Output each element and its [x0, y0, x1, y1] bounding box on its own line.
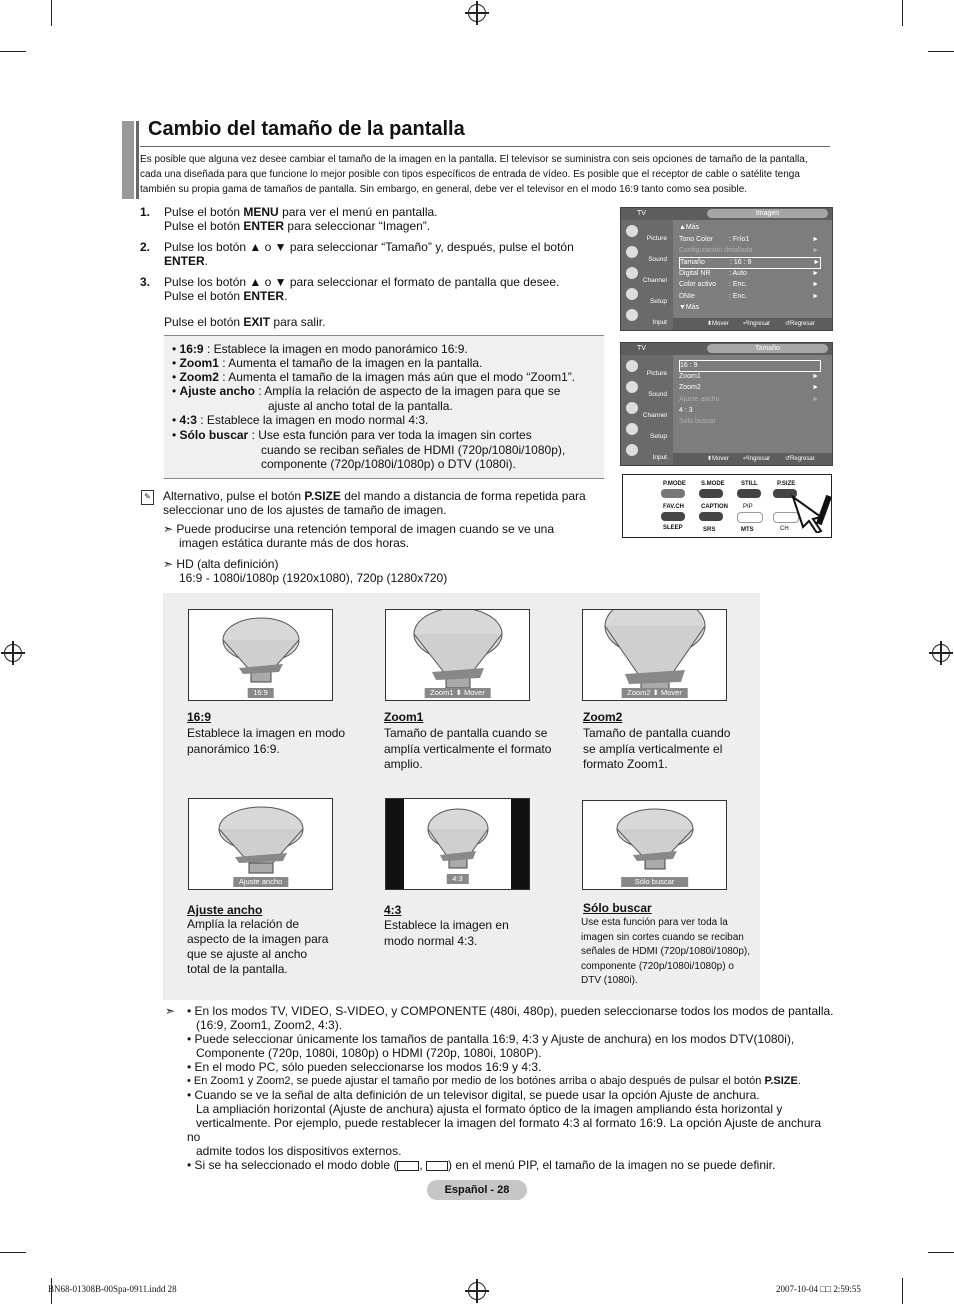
smode-button: [699, 489, 723, 498]
row-value: : Enc.: [729, 293, 747, 300]
row-label: 16 : 9: [680, 362, 698, 369]
setup-icon: [626, 423, 638, 435]
row-label: Ajuste ancho: [679, 396, 720, 403]
option-key: Ajuste ancho: [179, 384, 255, 398]
menu-row: [679, 235, 819, 245]
option-text: componente (720p/1080i/1080p) o DTV (1080i).: [261, 457, 516, 471]
note-line: • En los modos TV, VIDEO, S-VIDEO, y COMPONENTE (480i, 480p), pueden seleccionarse todos los modos de pantalla.: [187, 1004, 834, 1018]
option-text: : Establece la imagen en modo normal 4:3.: [196, 413, 429, 427]
row-arrow-icon: ►: [812, 247, 819, 254]
note-line: • En Zoom1 y Zoom2, se puede ajustar el tamaño por medio de los botónes arriba o abajo después de pulsar el botón: [187, 1075, 765, 1087]
caption-line: señales de HDMI (720p/1080i/1080p),: [581, 946, 750, 957]
hint-label: Ingresar: [748, 456, 771, 462]
row-arrow-icon: ►: [812, 384, 819, 391]
step-text: .: [204, 254, 209, 268]
option-text: : Amplía la relación de aspecto de la imagen para que se: [254, 384, 561, 398]
row-label: Color activo: [679, 281, 716, 288]
crop-mark: [902, 1278, 903, 1304]
caption-heading: 16:9: [187, 710, 212, 724]
menu-footer: [673, 453, 832, 465]
input-icon: [626, 444, 638, 456]
frame-solo-buscar: [582, 800, 727, 890]
step-text: para salir.: [270, 315, 326, 329]
side-label: Picture: [646, 235, 667, 242]
remote-label: STILL: [741, 481, 758, 487]
row-label: Configuración detallada: [679, 247, 753, 254]
menu-tv-label: TV: [637, 345, 646, 352]
registration-mark-icon: [468, 1282, 486, 1300]
remote-label: MTS: [741, 527, 754, 533]
caption-line: se amplía verticalmente el: [583, 741, 723, 756]
step-key: EXIT: [243, 315, 271, 329]
menu-row: [679, 406, 819, 416]
note-line: • Puede seleccionar únicamente los tamaños de pantalla 16:9, 4:3 y Ajuste de anchura) en los modos DTV(1080i),: [187, 1032, 795, 1046]
frame-label: Ajuste ancho: [233, 877, 288, 887]
caption-heading: Zoom1: [384, 710, 424, 724]
setup-icon: [626, 288, 638, 300]
row-arrow-icon: ►: [812, 373, 819, 380]
note-text: imagen estática durante más de dos horas.: [179, 536, 410, 550]
option-text: : Use esta función para ver toda la imagen sin cortes: [248, 428, 532, 442]
menu-row: [679, 303, 819, 313]
hint-label: Mover: [712, 456, 729, 462]
caption-line: amplía verticalmente el formato: [384, 741, 552, 756]
frame-4-3: [385, 798, 530, 890]
remote-control-detail: [622, 474, 832, 538]
row-value: : 16 : 9: [730, 259, 752, 266]
enter-hint: ⏎ Ingresar: [743, 318, 748, 330]
page-title: Cambio del tamaño de la pantalla: [148, 118, 465, 140]
pip-double-icon: [426, 1161, 448, 1171]
balloon-image-icon: [386, 610, 529, 700]
row-value: : Frío1: [729, 236, 750, 243]
hint-label: Regresar: [790, 456, 815, 462]
step-text: para seleccionar “Imagen”.: [284, 219, 431, 233]
row-arrow-icon: ►: [812, 396, 819, 403]
note-line: • Si se ha seleccionado el modo doble (: [187, 1158, 398, 1172]
caption-text: [583, 726, 730, 773]
side-label: Channel: [642, 277, 667, 284]
crop-mark: [0, 51, 26, 52]
arrow-icon: ➣: [163, 522, 174, 536]
side-sound: [623, 379, 669, 399]
tv-menu-imagen: [620, 207, 833, 331]
side-label: Setup: [650, 433, 667, 440]
note-key: P.SIZE: [764, 1075, 798, 1087]
note-text: Alternativo, pulse el botón: [163, 489, 305, 503]
menu-row: [679, 395, 819, 405]
caption-line: Establece la imagen en: [384, 918, 509, 932]
frame-zoom2: [582, 609, 727, 701]
option-key: Zoom2: [179, 370, 219, 384]
remote-label: SLEEP: [663, 525, 683, 531]
sound-icon: [626, 381, 638, 393]
menu-sidebar: [621, 355, 673, 465]
row-value: : Enc.: [729, 281, 747, 288]
step-key: ENTER: [243, 289, 285, 303]
note-line: Componente (720p, 1080i, 1080p) o HDMI (720p, 1080i, 1080P).: [196, 1046, 542, 1060]
row-label: Tamaño: [680, 259, 705, 266]
step-key: ENTER: [243, 219, 285, 233]
note-text: Puede producirse una retención temporal de imagen cuando se ve una: [176, 522, 554, 536]
registration-mark-icon: [4, 644, 22, 662]
pip-button: [737, 512, 763, 523]
caption-line: que se ajuste al ancho: [187, 947, 308, 961]
menu-row: [679, 292, 819, 302]
caption-line: Tamaño de pantalla cuando: [583, 726, 731, 740]
note-line: (16:9, Zoom1, Zoom2, 4:3).: [196, 1018, 343, 1032]
caption-line: modo normal 4:3.: [384, 933, 478, 948]
side-label: Sound: [648, 256, 667, 263]
note-text: HD (alta definición): [176, 557, 279, 571]
caption-text: [384, 918, 509, 949]
menu-header: [621, 208, 832, 220]
row-label: Zoom2: [679, 384, 701, 391]
note-line: admite todos los dispositivos externos.: [196, 1144, 402, 1158]
row-label: 4 : 3: [679, 407, 693, 414]
note-line: • Cuando se ve la señal de alta definición de un televisor digital, se puede usar la opción Ajuste de anchura.: [187, 1088, 760, 1102]
option-key: 16:9: [179, 342, 204, 356]
remote-label: PIP: [743, 504, 753, 510]
crop-mark: [51, 0, 52, 26]
frame-zoom1: [385, 609, 530, 701]
note-text: seleccionar uno de los ajustes de tamaño de imagen.: [163, 503, 447, 517]
row-arrow-icon: ►: [812, 270, 819, 277]
caption-line: DTV (1080i).: [581, 975, 638, 986]
step-text: Pulse el botón: [164, 219, 244, 233]
picture-icon: [626, 225, 638, 237]
caption-line: amplio.: [384, 757, 423, 771]
registration-mark-icon: [932, 644, 950, 662]
side-label: Setup: [650, 298, 667, 305]
hint-label: Regresar: [790, 321, 815, 327]
menu-row: [679, 246, 819, 256]
side-picture: [623, 358, 669, 378]
option-text: ajuste al ancho total de la pantalla.: [268, 398, 453, 413]
side-label: Channel: [642, 412, 667, 419]
caption-heading: 4:3: [384, 903, 402, 917]
row-arrow-icon: ►: [813, 259, 820, 266]
still-button: [737, 489, 761, 498]
option-text: : Aumenta el tamaño de la imagen en la pantalla.: [218, 356, 483, 370]
side-channel: [623, 400, 669, 420]
step-text: para ver el menú en pantalla.: [278, 205, 438, 219]
step-text: Pulse el botón: [164, 205, 244, 219]
side-input: [623, 442, 669, 462]
picture-icon: [626, 360, 638, 372]
move-hint: ⬍ Mover: [707, 318, 712, 330]
side-label: Sound: [648, 391, 667, 398]
step-2: [140, 240, 610, 268]
option-solo-buscar: • Sólo buscar : Use esta función para ver toda la imagen sin cortes cuando se reciban señales de HDMI (720p/1080i/1080p), componente (720p/1080i/1080p) o DTV (1080i).: [172, 428, 602, 472]
step-number: 3.: [140, 275, 151, 289]
option-text: : Aumenta el tamaño de la imagen más aún que el modo “Zoom1”.: [218, 370, 576, 384]
crop-mark: [902, 0, 903, 26]
input-icon: [626, 309, 638, 321]
psize-note: [163, 489, 603, 517]
size-options-box: [164, 335, 604, 479]
channel-icon: [626, 267, 638, 279]
title-accent-bar: [136, 121, 139, 199]
row-value: : Auto: [729, 270, 747, 277]
caption-line: Use esta función para ver toda la: [581, 917, 728, 928]
menu-tab: Imagen: [707, 209, 828, 218]
step-key: MENU: [243, 205, 279, 219]
option-zoom2: • Zoom2 : Aumenta el tamaño de la imagen más aún que el modo “Zoom1”.: [172, 370, 576, 384]
caption-line: formato Zoom1.: [583, 757, 668, 771]
steps-list: [140, 205, 610, 336]
note-text: 16:9 - 1080i/1080p (1920x1080), 720p (1280x720): [179, 571, 448, 585]
step-1: [140, 205, 610, 233]
option-key: Sólo buscar: [179, 428, 249, 442]
step-3: [140, 275, 610, 303]
pmode-button: [661, 489, 685, 498]
frame-label: 16:9: [247, 688, 274, 698]
option-text: : Establece la imagen en modo panorámico 16:9.: [203, 342, 468, 356]
option-key: Zoom1: [179, 356, 219, 370]
crop-mark: [928, 51, 954, 52]
row-arrow-icon: ►: [812, 236, 819, 243]
caption-line: panorámico 16:9.: [187, 741, 280, 756]
remote-label: CH: [780, 526, 789, 532]
row-label: DNIe: [679, 293, 695, 300]
row-arrow-icon: ►: [812, 281, 819, 288]
caption-heading: Sólo buscar: [583, 901, 652, 915]
frame-label: Zoom1 ⬍ Mover: [424, 688, 491, 698]
hint-label: Ingresar: [748, 321, 771, 327]
balloon-image-icon: [189, 799, 332, 889]
option-key: 4:3: [179, 413, 197, 427]
side-sound: [623, 244, 669, 264]
remote-label: CAPTION: [701, 504, 728, 510]
menu-row: [679, 269, 819, 279]
note-line: La ampliación horizontal (Ajuste de anchura) ajusta el formato óptico de la imagen ampliando ésta horizontal y: [196, 1102, 783, 1116]
frame-label: Zoom2 ⬍ Mover: [621, 688, 688, 698]
caption-text: [384, 726, 551, 773]
note-key: P.SIZE: [304, 489, 341, 503]
remote-label: P.MODE: [663, 481, 686, 487]
remote-label: S.MODE: [701, 481, 725, 487]
bottom-note: [165, 1032, 835, 1060]
title-accent-bar: [122, 121, 134, 199]
side-label: Input: [652, 454, 667, 461]
menu-sidebar: [621, 220, 673, 330]
caption-line: Tamaño de pantalla cuando se: [384, 726, 548, 740]
row-label: Sólo buscar: [679, 418, 716, 425]
note-line: verticalmente. Por ejemplo, puede restablecer la imagen del formato 4:3 al formato 16:9. La opción Ajuste de anchura no: [187, 1116, 822, 1144]
step-text: Pulse el botón: [164, 315, 244, 329]
side-setup: [623, 421, 669, 441]
note-line: • En el modo PC, sólo pueden seleccionarse los modos 16:9 y 4:3.: [187, 1060, 542, 1074]
remote-label: SRS: [703, 527, 716, 533]
option-16-9: • 16:9 : Establece la imagen en modo panorámico 16:9.: [172, 342, 468, 356]
pip-double-icon: [397, 1161, 419, 1171]
menu-row: [679, 280, 819, 290]
step-key: ENTER: [164, 254, 205, 268]
sound-icon: [626, 246, 638, 258]
bottom-notes: [165, 1004, 835, 1172]
side-label: Picture: [646, 370, 667, 377]
menu-row: [679, 417, 819, 427]
page-number: Español - 28: [427, 1180, 527, 1200]
screen-size-illustrations: [163, 593, 760, 1000]
bottom-note: [165, 1004, 835, 1032]
side-label: Input: [652, 319, 667, 326]
step-text: Pulse los botón ▲ o ▼ para seleccionar el formato de pantalla que desee.: [164, 275, 560, 289]
menu-footer: [673, 318, 832, 330]
crop-mark: [0, 1252, 26, 1253]
caption-line: aspecto de la imagen para: [187, 932, 329, 946]
row-label: Zoom1: [679, 373, 701, 380]
move-hint: ⬍ Mover: [707, 453, 712, 465]
caption-line: componente (720p/1080i/1080p) o: [581, 960, 734, 972]
caption-text: [187, 917, 328, 977]
return-hint: ↺ Regresar: [785, 453, 790, 465]
retention-note: [163, 522, 603, 550]
bottom-note: [165, 1088, 835, 1158]
caption-text: [581, 916, 750, 989]
remote-label: P.SIZE: [777, 481, 796, 487]
side-picture: [623, 223, 669, 243]
tv-menu-tamano: [620, 342, 833, 466]
registration-mark-icon: [468, 4, 486, 22]
arrow-icon: ➣: [163, 557, 174, 571]
balloon-image-icon: [189, 610, 332, 700]
note-line: ) en el menú PIP, el tamaño de la imagen no se puede definir.: [448, 1158, 776, 1172]
row-label: Tono Color: [679, 236, 713, 243]
caption-text: [187, 726, 345, 757]
return-hint: ↺ Regresar: [785, 318, 790, 330]
arrow-icon: ➣: [165, 1004, 176, 1018]
caption-heading: Ajuste ancho: [187, 903, 263, 917]
caption-line: imagen sin cortes cuando se reciban: [581, 931, 744, 943]
frame-ajuste-ancho: [188, 798, 333, 890]
crop-mark: [928, 1252, 954, 1253]
step-text: Pulse el botón: [164, 289, 244, 303]
enter-hint: ⏎ Ingresar: [743, 453, 748, 465]
option-4-3: • 4:3 : Establece la imagen en modo normal 4:3.: [172, 413, 429, 427]
menu-row: [679, 383, 819, 393]
date-footer: 2007-10-04 □□ 2:59:55: [776, 1284, 861, 1294]
step-text: Pulse los botón ▲ o ▼ para seleccionar “Tamaño” y, después, pulse el botón: [164, 240, 574, 254]
side-setup: [623, 286, 669, 306]
hint-label: Mover: [712, 321, 729, 327]
memo-icon: ✎: [141, 490, 154, 505]
caption-line: Establece la imagen en modo: [187, 726, 346, 740]
balloon-image-icon: [583, 801, 726, 889]
menu-row: [679, 372, 819, 382]
side-channel: [623, 265, 669, 285]
title-divider: [140, 146, 830, 147]
frame-label: Sólo buscar: [621, 877, 689, 887]
option-ajuste-ancho: • Ajuste ancho : Amplía la relación de aspecto de la imagen para que se ajuste al ancho total de la pantalla.: [172, 384, 602, 413]
bottom-note: [165, 1060, 835, 1074]
frame-16-9: [188, 609, 333, 701]
menu-tab: Tamaño: [707, 344, 828, 353]
exit-step: [140, 315, 610, 329]
note-text: del mando a distancia de forma repetida para: [340, 489, 586, 503]
favch-button: [661, 512, 685, 521]
caption-line: Amplía la relación de: [187, 917, 300, 931]
channel-icon: [626, 402, 638, 414]
menu-header: [621, 343, 832, 355]
hd-note: [163, 557, 603, 585]
menu-tv-label: TV: [637, 210, 646, 217]
remote-label: FAV.CH: [663, 504, 685, 510]
option-text: cuando se reciban señales de HDMI (720p/1080i/1080p),: [261, 442, 566, 457]
caption-heading: Zoom2: [583, 710, 623, 724]
step-number: 2.: [140, 240, 151, 254]
menu-row-selected: [679, 360, 821, 372]
caption-line: total de la pantalla.: [187, 962, 288, 976]
row-label: Digital NR: [679, 270, 711, 277]
row-label: ▲Más: [679, 224, 700, 231]
step-text: .: [284, 289, 288, 303]
row-arrow-icon: ►: [812, 293, 819, 300]
file-footer: BN68-01308B-00Spa-0911.indd 28: [48, 1284, 177, 1294]
frame-label: 4:3: [446, 874, 468, 884]
balloon-image-icon: [583, 610, 726, 700]
caption-button: [699, 512, 723, 521]
side-input: [623, 307, 669, 327]
option-zoom1: • Zoom1 : Aumenta el tamaño de la imagen en la pantalla.: [172, 356, 483, 370]
bottom-note: • En Zoom1 y Zoom2, se puede ajustar el tamaño por medio de los botónes arriba o abajo después de pulsar el botón P.SIZE.: [187, 1075, 801, 1087]
menu-row: [679, 223, 819, 233]
bottom-note: • Si se ha seleccionado el modo doble ( , ) en el menú PIP, el tamaño de la imagen no se puede definir.: [187, 1158, 776, 1172]
row-label: ▼Más: [679, 304, 700, 311]
menu-row-selected: [679, 257, 821, 269]
step-number: 1.: [140, 205, 151, 219]
intro-paragraph: Es posible que alguna vez desee cambiar el tamaño de la imagen en la pantalla. El televisor se suministra con seis opciones de tamaño de la pantalla, cada una diseñada para que funcione lo mejor posible con tipos específicos de entrada de vídeo. Es posible que el receptor de cable o satélite tenga también su propia gama de tamaños de pantalla. Sin embargo, en general, debe ver el televisor en el modo 16:9 tanto como sea posible.: [140, 154, 808, 195]
